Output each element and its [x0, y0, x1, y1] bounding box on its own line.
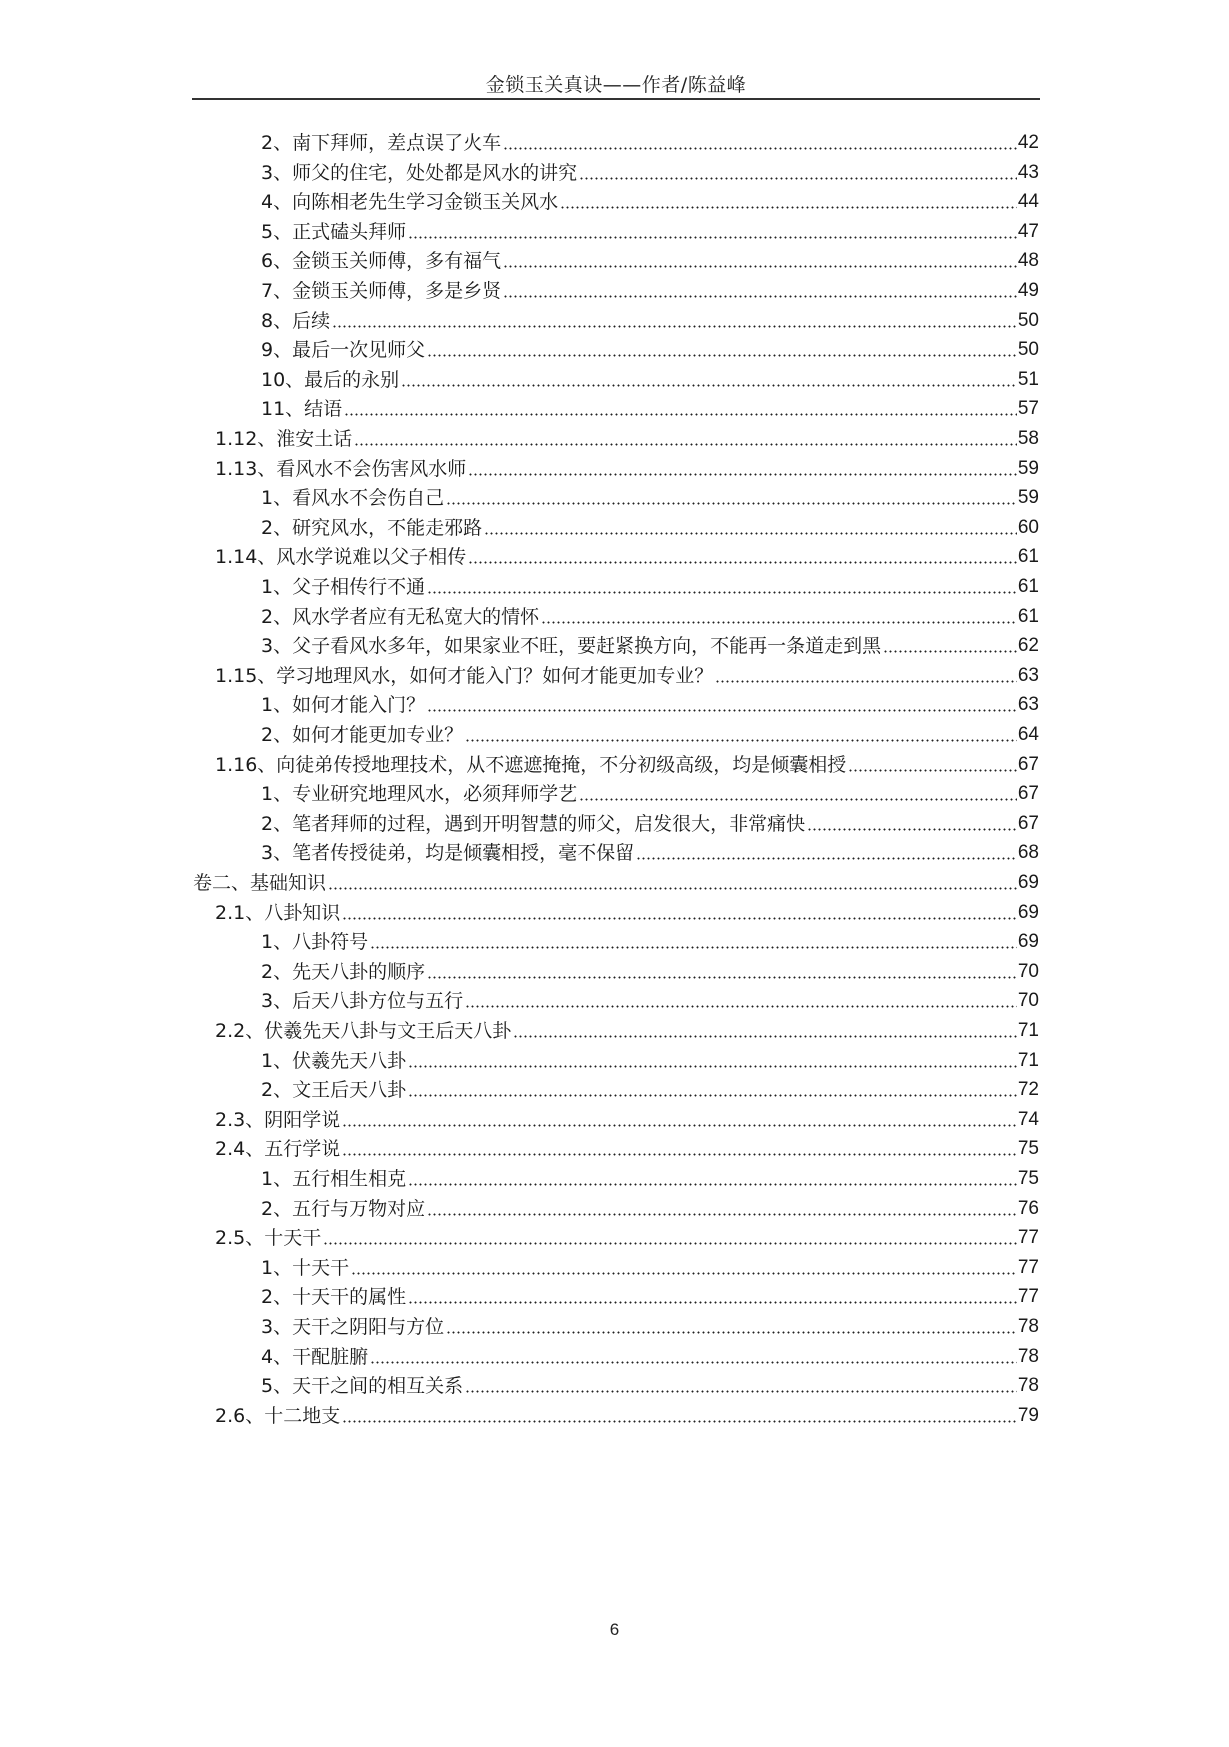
toc-entry-page: 58 — [1017, 428, 1039, 449]
dot-leader — [354, 443, 1017, 446]
dot-leader — [408, 1094, 1017, 1097]
dot-leader — [427, 354, 1017, 357]
toc-entry-page: 67 — [1017, 753, 1039, 775]
toc-entry[interactable] — [215, 1129, 1039, 1162]
toc-entry[interactable] — [261, 715, 1039, 748]
toc-entry-page: 59 — [1017, 457, 1039, 479]
toc-entry[interactable] — [261, 1189, 1039, 1222]
dot-leader — [465, 739, 1017, 742]
toc-entry-title: 7、金锁玉关师傅，多是乡贤 — [261, 280, 502, 302]
toc-entry-page: 69 — [1017, 901, 1039, 923]
toc-entry[interactable] — [261, 478, 1039, 511]
dot-leader — [848, 769, 1017, 772]
toc-entry-page: 78 — [1017, 1345, 1039, 1367]
toc-entry[interactable] — [261, 952, 1039, 985]
toc-entry-page: 67 — [1017, 783, 1039, 805]
toc-entry-page: 61 — [1017, 605, 1039, 627]
toc-entry-page: 77 — [1017, 1286, 1039, 1308]
toc-entry-title: 1、八卦符号 — [261, 931, 369, 954]
toc-entry-page: 61 — [1017, 576, 1039, 597]
dot-leader — [579, 177, 1017, 180]
toc-entry-title: 1、伏羲先天八卦 — [261, 1049, 407, 1072]
toc-entry-title: 2、先天八卦的顺序 — [261, 960, 426, 983]
toc-entry-title: 2.3、阴阳学说 — [215, 1108, 341, 1131]
dot-leader — [408, 236, 1017, 239]
toc-entry-page: 78 — [1017, 1375, 1039, 1397]
toc-entry-title: 5、天干之间的相互关系 — [261, 1375, 464, 1398]
toc-entry-page: 77 — [1017, 1227, 1039, 1249]
toc-entry-page: 49 — [1017, 280, 1039, 301]
toc-entry-page: 69 — [1017, 872, 1039, 893]
toc-entry-page: 79 — [1017, 1404, 1039, 1426]
toc-entry-page: 44 — [1017, 191, 1039, 213]
toc-entry[interactable] — [215, 1100, 1039, 1133]
page-number: 6 — [609, 1620, 620, 1639]
toc-entry[interactable] — [261, 330, 1039, 363]
toc-entry-title: 10、最后的永别 — [261, 368, 400, 391]
dot-leader — [342, 1124, 1017, 1127]
toc-entry-title: 3、笔者传授徒弟，均是倾囊相授，毫不保留 — [261, 842, 635, 865]
dot-leader — [468, 561, 1017, 564]
running-header: 金锁玉关真诀——作者/陈益峰 — [485, 74, 747, 96]
dot-leader — [465, 1005, 1017, 1008]
toc-entry[interactable] — [215, 419, 1039, 452]
toc-entry-title: 8、后续 — [261, 309, 331, 332]
toc-entry-title: 2.4、五行学说 — [215, 1138, 341, 1161]
toc-entry-page: 51 — [1017, 368, 1039, 390]
toc-entry[interactable] — [261, 123, 1039, 156]
dot-leader — [332, 325, 1017, 328]
dot-leader — [484, 532, 1017, 535]
toc-entry[interactable] — [193, 863, 1039, 896]
toc-entry-title: 2、文王后天八卦 — [261, 1079, 407, 1102]
toc-entry-title: 2、风水学者应有无私宽大的情怀 — [261, 605, 540, 628]
toc-entry-page: 76 — [1017, 1197, 1039, 1219]
dot-leader — [446, 1331, 1017, 1334]
toc-entry-title: 2、研究风水，不能走邪路 — [261, 516, 483, 539]
toc-entry[interactable] — [261, 1366, 1039, 1399]
toc-entry-title: 5、正式磕头拜师 — [261, 220, 407, 243]
dot-leader — [541, 621, 1017, 624]
dot-leader — [513, 1035, 1017, 1038]
dot-leader — [427, 976, 1017, 979]
toc-entry-title: 卷二、基础知识 — [193, 872, 327, 894]
toc-entry[interactable] — [261, 389, 1039, 422]
toc-entry-page: 62 — [1017, 635, 1039, 657]
toc-entry-page: 47 — [1017, 220, 1039, 242]
toc-entry[interactable] — [261, 212, 1039, 245]
toc-entry[interactable] — [261, 271, 1039, 304]
toc-entry-title: 2.6、十二地支 — [215, 1404, 341, 1427]
toc-entry-page: 63 — [1017, 664, 1039, 686]
dot-leader — [503, 265, 1017, 268]
toc-entry-title: 6、金锁玉关师傅，多有福气 — [261, 250, 502, 273]
toc-entry[interactable] — [261, 981, 1039, 1014]
toc-entry-title: 3、师父的住宅，处处都是风水的讲究 — [261, 161, 578, 184]
toc-entry-title: 1.13、看风水不会伤害风水师 — [215, 457, 467, 480]
dot-leader — [342, 1153, 1017, 1156]
dot-leader — [408, 1183, 1017, 1186]
toc-entry-title: 1.12、淮安土话 — [215, 428, 353, 450]
toc-entry-page: 67 — [1017, 812, 1039, 834]
dot-leader — [446, 502, 1017, 505]
toc-entry-page: 63 — [1017, 694, 1039, 716]
toc-entry[interactable] — [261, 508, 1039, 541]
toc-entry-title: 1.15、学习地理风水，如何才能入门？如何才能更加专业？ — [215, 664, 714, 687]
toc-entry-page: 75 — [1017, 1168, 1039, 1189]
toc-entry-title: 2.2、伏羲先天八卦与文王后天八卦 — [215, 1020, 512, 1042]
toc-entry[interactable] — [261, 1277, 1039, 1310]
dot-leader — [427, 709, 1017, 712]
toc-entry-page: 71 — [1017, 1049, 1039, 1071]
toc-entry-title: 3、天干之阴阳与方位 — [261, 1316, 445, 1338]
toc-entry[interactable] — [261, 182, 1039, 215]
toc-entry-page: 50 — [1017, 339, 1039, 361]
dot-leader — [465, 1390, 1017, 1393]
toc-entry-page: 42 — [1017, 132, 1039, 153]
toc-entry-page: 57 — [1017, 398, 1039, 420]
toc-entry[interactable] — [261, 774, 1039, 807]
toc-entry-title: 9、最后一次见师父 — [261, 339, 426, 362]
dot-leader — [328, 887, 1017, 890]
toc-entry[interactable] — [261, 360, 1039, 393]
toc-entry-title: 11、结语 — [261, 398, 343, 421]
dot-leader — [427, 1213, 1017, 1216]
dot-leader — [560, 206, 1017, 209]
dot-leader — [370, 946, 1017, 949]
toc-entry[interactable] — [261, 804, 1039, 837]
toc-entry-page: 72 — [1017, 1079, 1039, 1101]
toc-entry-title: 1.16、向徒弟传授地理技术，从不遮遮掩掩，不分初级高级，均是倾囊相授 — [215, 753, 847, 776]
toc-entry-title: 2、南下拜师，差点误了火车 — [261, 132, 502, 154]
dot-leader — [883, 650, 1017, 653]
toc-entry[interactable] — [215, 656, 1039, 689]
toc-entry[interactable] — [215, 1218, 1039, 1251]
dot-leader — [342, 1420, 1017, 1423]
toc-entry[interactable] — [261, 626, 1039, 659]
toc-entry-title: 1、如何才能入门？ — [261, 694, 426, 717]
toc-entry-title: 2、笔者拜师的过程，遇到开明智慧的师父，启发很大，非常痛快 — [261, 812, 806, 835]
toc-entry-title: 1.14、风水学说难以父子相传 — [215, 546, 467, 569]
toc-entry-title: 3、后天八卦方位与五行 — [261, 990, 464, 1013]
toc-entry-page: 64 — [1017, 724, 1039, 745]
toc-entry-page: 50 — [1017, 309, 1039, 331]
dot-leader — [370, 1361, 1017, 1364]
toc-entry[interactable] — [215, 1011, 1039, 1044]
toc-entry[interactable] — [261, 1159, 1039, 1192]
toc-entry-page: 70 — [1017, 990, 1039, 1012]
toc-entry-page: 69 — [1017, 931, 1039, 953]
toc-entry-title: 1、十天干 — [261, 1256, 350, 1279]
toc-entry[interactable] — [261, 1070, 1039, 1103]
toc-entry-title: 4、干配脏腑 — [261, 1345, 369, 1368]
dot-leader — [579, 798, 1017, 801]
toc-entry-page: 43 — [1017, 161, 1039, 183]
dot-leader — [503, 147, 1017, 150]
toc-entry[interactable] — [261, 833, 1039, 866]
dot-leader — [408, 1301, 1017, 1304]
toc-entry[interactable] — [261, 1248, 1039, 1281]
toc-entry[interactable] — [215, 449, 1039, 482]
dot-leader — [344, 413, 1017, 416]
dot-leader — [636, 857, 1017, 860]
dot-leader — [401, 384, 1017, 387]
dot-leader — [807, 828, 1017, 831]
toc-entry-page: 61 — [1017, 546, 1039, 568]
header-divider — [192, 98, 1040, 100]
dot-leader — [323, 1242, 1017, 1245]
toc-entry-page: 75 — [1017, 1138, 1039, 1160]
toc-entry[interactable] — [215, 745, 1039, 778]
dot-leader — [503, 295, 1017, 298]
toc-entry-page: 60 — [1017, 516, 1039, 538]
toc-entry-title: 4、向陈相老先生学习金锁玉关风水 — [261, 191, 559, 214]
dot-leader — [715, 680, 1017, 683]
toc-entry[interactable] — [215, 893, 1039, 926]
toc-entry-title: 1、父子相传行不通 — [261, 576, 426, 598]
toc-entry-title: 1、五行相生相克 — [261, 1168, 407, 1190]
dot-leader — [408, 1065, 1017, 1068]
toc-entry-title: 1、看风水不会伤自己 — [261, 487, 445, 510]
toc-entry-page: 77 — [1017, 1256, 1039, 1278]
toc-entry-title: 1、专业研究地理风水，必须拜师学艺 — [261, 783, 578, 806]
toc-entry[interactable] — [261, 1307, 1039, 1340]
toc-entry-page: 71 — [1017, 1020, 1039, 1041]
toc-entry[interactable] — [261, 1041, 1039, 1074]
toc-entry[interactable] — [215, 537, 1039, 570]
toc-entry[interactable] — [261, 241, 1039, 274]
toc-entry-page: 59 — [1017, 487, 1039, 509]
toc-entry-title: 3、父子看风水多年，如果家业不旺，要赶紧换方向，不能再一条道走到黑 — [261, 635, 882, 658]
toc-entry-title: 2.1、八卦知识 — [215, 901, 341, 924]
dot-leader — [351, 1272, 1017, 1275]
toc-entry[interactable] — [261, 597, 1039, 630]
toc-entry-title: 2、五行与万物对应 — [261, 1197, 426, 1220]
toc-entry-title: 2、十天干的属性 — [261, 1286, 407, 1309]
toc-entry-page: 68 — [1017, 842, 1039, 864]
toc-entry-page: 70 — [1017, 960, 1039, 982]
dot-leader — [468, 473, 1017, 476]
toc-entry[interactable] — [261, 1337, 1039, 1370]
toc-entry[interactable] — [261, 153, 1039, 186]
dot-leader — [342, 917, 1017, 920]
toc-entry-page: 48 — [1017, 250, 1039, 272]
toc-entry[interactable] — [261, 567, 1039, 600]
dot-leader — [427, 591, 1017, 594]
toc-entry-title: 2.5、十天干 — [215, 1227, 322, 1250]
toc-entry-title: 2、如何才能更加专业？ — [261, 724, 464, 746]
toc-entry[interactable] — [215, 1396, 1039, 1429]
toc-entry[interactable] — [261, 685, 1039, 718]
toc-entry[interactable] — [261, 922, 1039, 955]
toc-entry-page: 78 — [1017, 1316, 1039, 1337]
toc-entry[interactable] — [261, 301, 1039, 334]
toc-entry-page: 74 — [1017, 1108, 1039, 1130]
